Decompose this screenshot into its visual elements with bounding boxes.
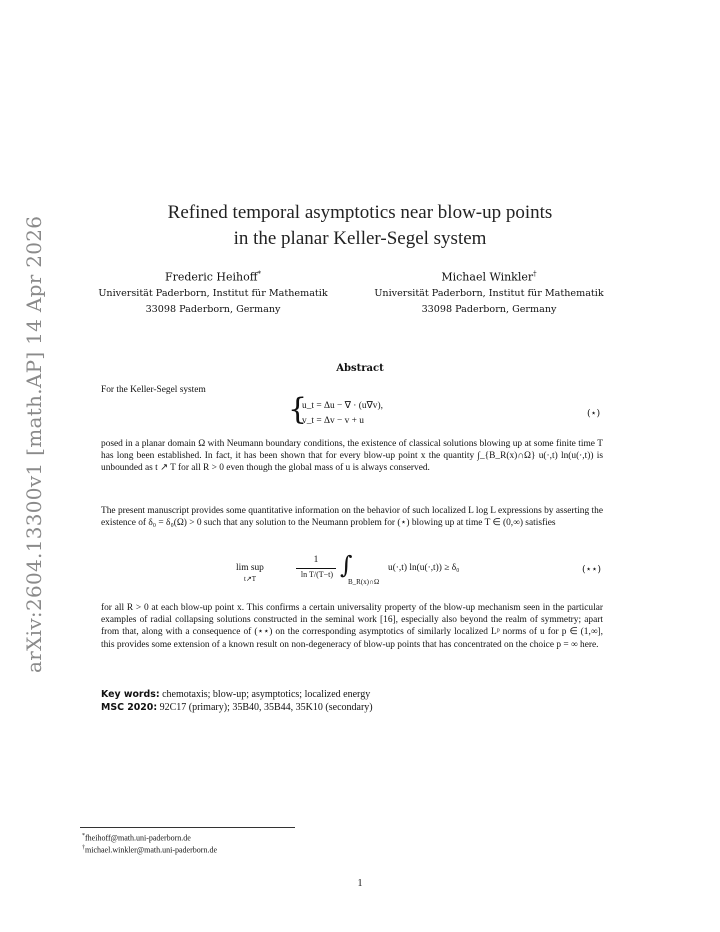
footnote-mark: * bbox=[82, 833, 85, 839]
abstract-intro: For the Keller-Segel system bbox=[101, 385, 206, 395]
author-name: Michael Winkler bbox=[441, 270, 534, 284]
fraction-bar bbox=[296, 568, 336, 569]
msc-line bbox=[101, 702, 373, 715]
author-block-2 bbox=[364, 266, 614, 318]
footnote-1 bbox=[82, 831, 191, 844]
footnote-email: fheihoff@math.uni-paderborn.de bbox=[85, 833, 191, 843]
author-block-1 bbox=[88, 266, 338, 318]
author-footnote-mark: † bbox=[533, 270, 537, 278]
author-address: 33098 Paderborn, Germany bbox=[145, 303, 281, 315]
author-address: 33098 Paderborn, Germany bbox=[421, 303, 557, 315]
integral-body: u(·,t) ln(u(·,t)) ≥ δ₀ bbox=[388, 563, 460, 573]
equation-line-1: u_t = Δu − ∇ · (u∇v), bbox=[302, 401, 383, 411]
abstract-paragraph-3: for all R > 0 at each blow-up point x. This confirms a certain universality property of the blow-up mechanism seen in the particular examples of radial collapsing solutions constructed in the seminal work [16], especially also beyond the realm of symmetry; apart from that, along with a consequence of (⋆⋆) on the corresponding asymptotics of similarly localized Lᵖ norms of u for p ∈ (1,∞], this provides some extension of a known result on non-degeneracy of blow-up points that has concentrated on the choice p = ∞ here. bbox=[101, 603, 603, 650]
limsup-label: lim sup bbox=[236, 563, 264, 573]
keywords-line bbox=[101, 689, 370, 702]
keywords-value: chemotaxis; blow-up; asymptotics; localized energy bbox=[162, 689, 371, 700]
fraction-denominator: ln T/(T−t) bbox=[300, 570, 334, 579]
abstract-heading: Abstract bbox=[336, 363, 384, 374]
equation-tag-1: (⋆) bbox=[587, 408, 601, 419]
arxiv-identifier: arXiv:2604.13300v1 [math.AP] 14 Apr 2026 bbox=[22, 215, 46, 673]
title-line-2: in the planar Keller-Segel system bbox=[233, 228, 487, 249]
keywords-label: Key words: bbox=[101, 689, 160, 700]
integral-sign: ∫ bbox=[340, 551, 353, 579]
page-number: 1 bbox=[357, 878, 363, 889]
brace-glyph: { bbox=[288, 392, 308, 427]
msc-label: MSC 2020: bbox=[101, 702, 158, 713]
footnote-2 bbox=[82, 843, 217, 856]
author-affiliation: Universität Paderborn, Institut für Mathematik bbox=[374, 287, 604, 299]
msc-value: 92C17 (primary); 35B40, 35B44, 35K10 (secondary) bbox=[159, 702, 373, 713]
abstract-paragraph-1: posed in a planar domain Ω with Neumann boundary conditions, the existence of classical solutions blowing up at some finite time T has long been established. In fact, it has been shown that for every blow-up point x the quantity ∫_{B_R(x)∩Ω} u(·,t) ln(u(·,t)) is unbounded as t ↗ T for all R > 0 even though the global mass of u is always conserved. bbox=[101, 439, 603, 474]
footnote-email: michael.winkler@math.uni-paderborn.de bbox=[85, 845, 217, 855]
fraction-numerator: 1 bbox=[313, 555, 319, 565]
limsup-subscript: t↗T bbox=[244, 575, 257, 583]
abstract-paragraph-2: The present manuscript provides some quantitative information on the behavior of such localized L log L expressions by asserting the existence of δ₀ = δ₀(Ω) > 0 such that any solution to the Neumann problem for (⋆) blowing up at time T ∈ (0,∞) satisfies bbox=[101, 506, 603, 529]
footnote-rule bbox=[80, 827, 295, 828]
author-affiliation: Universität Paderborn, Institut für Mathematik bbox=[98, 287, 328, 299]
limsup-equation bbox=[236, 551, 536, 593]
equation-tag-2: (⋆⋆) bbox=[582, 564, 602, 575]
author-footnote-mark: * bbox=[257, 270, 262, 278]
footnote-mark: † bbox=[82, 845, 85, 851]
paper-title bbox=[0, 200, 720, 252]
title-line-1: Refined temporal asymptotics near blow-up points bbox=[167, 202, 553, 223]
equation-line-2: v_t = Δv − v + u bbox=[302, 416, 364, 426]
integral-domain: B_R(x)∩Ω bbox=[348, 578, 380, 586]
author-name: Frederic Heihoff bbox=[164, 270, 258, 284]
